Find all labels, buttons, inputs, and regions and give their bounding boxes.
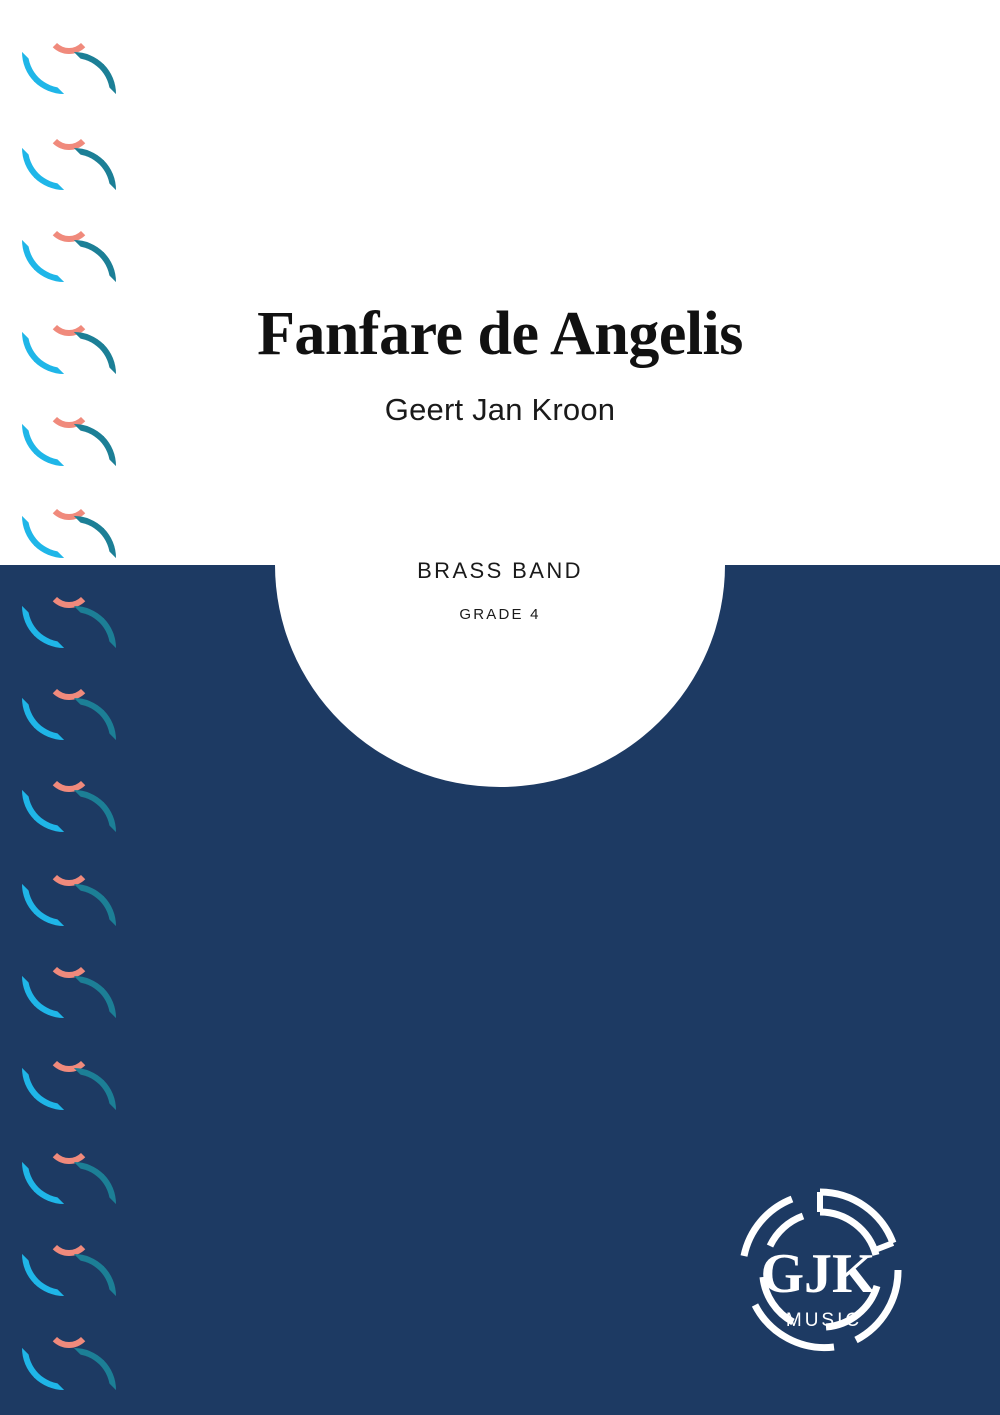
ensemble-type: BRASS BAND (417, 558, 583, 583)
arc-decoration (22, 52, 64, 94)
arc-decoration (74, 148, 116, 190)
arc-decoration (74, 52, 116, 94)
arc-decoration (46, 1118, 92, 1164)
arc-decoration (46, 104, 92, 150)
arc-decoration (74, 516, 116, 558)
arc-decoration (22, 1162, 64, 1204)
arc-decoration (46, 654, 92, 700)
arc-decoration (46, 932, 92, 978)
arc-decoration (74, 790, 116, 832)
arc-decoration (74, 1254, 116, 1296)
arc-decoration (22, 790, 64, 832)
arc-decoration (46, 196, 92, 242)
arc-decoration (22, 698, 64, 740)
arc-decoration (74, 884, 116, 926)
arc-decoration (74, 1348, 116, 1390)
logo-monogram: GJK (760, 1243, 876, 1305)
page-title: Fanfare de Angelis (257, 300, 743, 368)
arc-decoration (22, 1348, 64, 1390)
arc-decoration (22, 424, 64, 466)
arc-decoration (46, 474, 92, 520)
title-block (0, 300, 1000, 428)
arc-decoration (46, 8, 92, 54)
arc-decoration (22, 516, 64, 558)
arc-decoration (46, 840, 92, 886)
gjk-music-logo (730, 1180, 910, 1360)
arc-decoration (22, 1254, 64, 1296)
arc-decoration (22, 240, 64, 282)
arc-decoration (74, 424, 116, 466)
arc-decoration (46, 1026, 92, 1072)
arc-decoration (74, 1068, 116, 1110)
logo-wordmark: MUSIC (785, 1310, 863, 1331)
arc-decoration (22, 884, 64, 926)
grade-level: GRADE 4 (459, 606, 541, 623)
arc-decoration (22, 976, 64, 1018)
arc-decoration (74, 1162, 116, 1204)
composer-name: Geert Jan Kroon (384, 392, 616, 428)
arc-decoration (46, 746, 92, 792)
arc-decoration (74, 698, 116, 740)
ensemble-block (0, 558, 1000, 623)
arc-decoration (74, 976, 116, 1018)
arc-decoration (22, 148, 64, 190)
arc-pattern-column (0, 0, 130, 1415)
arc-decoration (74, 240, 116, 282)
arc-decoration (22, 1068, 64, 1110)
arc-decoration (46, 1302, 92, 1348)
arc-decoration (46, 1210, 92, 1256)
